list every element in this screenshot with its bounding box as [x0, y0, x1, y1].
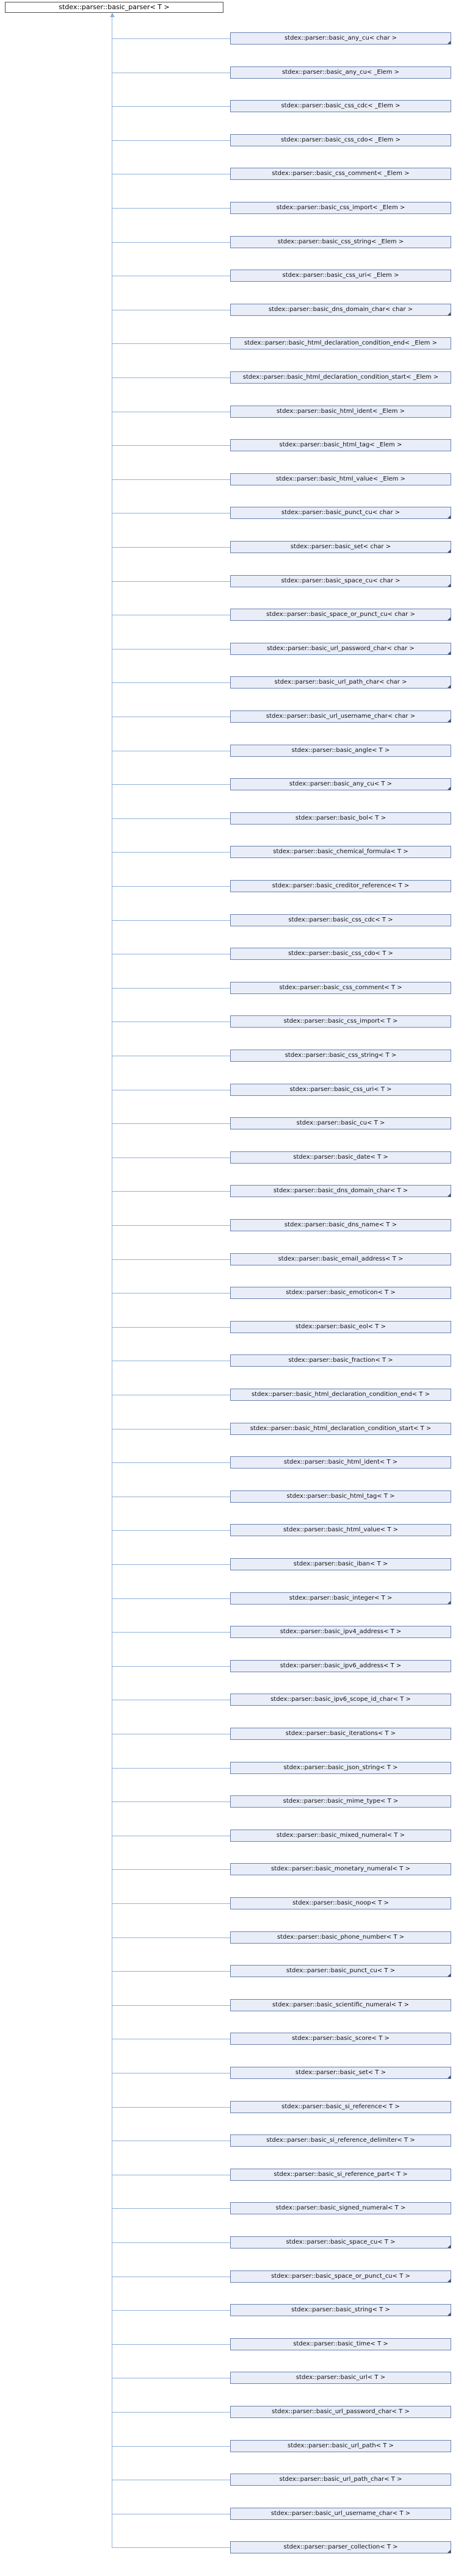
connector-branch — [112, 886, 230, 887]
root-class-node[interactable]: stdex::parser::basic_parser< T > — [5, 2, 223, 13]
connector-branch — [112, 1666, 230, 1667]
connector-branch — [112, 1801, 230, 1802]
connector-branch — [112, 852, 230, 853]
derived-class-node[interactable]: stdex::parser::basic_url< T > — [230, 2372, 451, 2384]
derived-class-node[interactable]: stdex::parser::basic_email_address< T > — [230, 1253, 451, 1265]
connector-branch — [112, 2310, 230, 2311]
connector-branch — [112, 1530, 230, 1531]
derived-class-node[interactable]: stdex::parser::basic_url_path_char< char > — [230, 676, 451, 689]
derived-class-node[interactable]: stdex::parser::basic_html_declaration_condition_end< T > — [230, 1389, 451, 1401]
has-subclasses-corner-icon — [448, 1601, 451, 1604]
derived-class-node[interactable]: stdex::parser::basic_scientific_numeral< T > — [230, 1999, 451, 2011]
derived-class-node[interactable]: stdex::parser::parser_collection< T > — [230, 2541, 451, 2553]
derived-class-node[interactable]: stdex::parser::basic_space_cu< T > — [230, 2236, 451, 2249]
connector-branch — [112, 581, 230, 582]
connector-branch — [112, 445, 230, 446]
connector-branch — [112, 1191, 230, 1192]
connector-branch — [112, 208, 230, 209]
derived-class-node[interactable]: stdex::parser::basic_html_tag< T > — [230, 1490, 451, 1503]
derived-class-node[interactable]: stdex::parser::basic_score< T > — [230, 2033, 451, 2045]
connector-branch — [112, 1598, 230, 1599]
derived-class-node[interactable]: stdex::parser::basic_html_ident< _Elem > — [230, 406, 451, 418]
derived-class-node[interactable]: stdex::parser::basic_mime_type< T > — [230, 1795, 451, 1808]
connector-branch — [112, 1225, 230, 1226]
derived-class-node[interactable]: stdex::parser::basic_url_username_char< char > — [230, 710, 451, 723]
has-subclasses-corner-icon — [448, 1193, 451, 1197]
connector-branch — [112, 1123, 230, 1124]
derived-class-node[interactable]: stdex::parser::basic_si_reference_part< T > — [230, 2169, 451, 2181]
connector-branch — [112, 1903, 230, 1904]
derived-class-node[interactable]: stdex::parser::basic_emoticon< T > — [230, 1287, 451, 1299]
derived-class-node[interactable]: stdex::parser::basic_css_string< T > — [230, 1050, 451, 1062]
connector-branch — [112, 1971, 230, 1972]
derived-class-node[interactable]: stdex::parser::basic_signed_numeral< T > — [230, 2202, 451, 2214]
derived-class-node[interactable]: stdex::parser::basic_bol< T > — [230, 812, 451, 825]
has-subclasses-corner-icon — [448, 2075, 451, 2078]
connector-branch — [112, 1462, 230, 1463]
has-subclasses-corner-icon — [448, 312, 451, 315]
connector-branch — [112, 988, 230, 989]
connector-branch — [112, 682, 230, 683]
connector-branch — [112, 2344, 230, 2345]
connector-branch — [112, 479, 230, 480]
derived-class-node[interactable]: stdex::parser::basic_html_declaration_condition_start< _Elem > — [230, 371, 451, 384]
derived-class-node[interactable]: stdex::parser::basic_css_cdo< _Elem > — [230, 134, 451, 146]
connector-branch — [112, 377, 230, 378]
derived-class-node[interactable]: stdex::parser::basic_html_ident< T > — [230, 1456, 451, 1469]
derived-class-node[interactable]: stdex::parser::basic_angle< T > — [230, 745, 451, 757]
derived-class-node[interactable]: stdex::parser::basic_iban< T > — [230, 1558, 451, 1570]
derived-class-node[interactable]: stdex::parser::basic_css_string< _Elem > — [230, 236, 451, 248]
has-subclasses-corner-icon — [448, 685, 451, 688]
derived-class-node[interactable]: stdex::parser::basic_url_password_char< T > — [230, 2406, 451, 2418]
connector-branch — [112, 38, 230, 39]
connector-branch — [112, 784, 230, 785]
derived-class-node[interactable]: stdex::parser::basic_any_cu< _Elem > — [230, 66, 451, 79]
derived-class-node[interactable]: stdex::parser::basic_url_path_char< T > — [230, 2474, 451, 2486]
derived-class-node[interactable]: stdex::parser::basic_space_or_punct_cu< char > — [230, 609, 451, 621]
connector-branch — [112, 2412, 230, 2413]
inheritance-arrow-icon — [110, 13, 115, 17]
derived-class-node[interactable]: stdex::parser::basic_punct_cu< char > — [230, 507, 451, 519]
connector-branch — [112, 2446, 230, 2447]
has-subclasses-corner-icon — [448, 2313, 451, 2316]
connector-branch — [112, 2242, 230, 2243]
derived-class-node[interactable]: stdex::parser::basic_date< T > — [230, 1151, 451, 1164]
derived-class-node[interactable]: stdex::parser::basic_any_cu< T > — [230, 778, 451, 790]
derived-class-node[interactable]: stdex::parser::basic_css_cdo< T > — [230, 948, 451, 960]
has-subclasses-corner-icon — [448, 2279, 451, 2282]
derived-class-node[interactable]: stdex::parser::basic_mixed_numeral< T > — [230, 1830, 451, 1842]
derived-class-node[interactable]: stdex::parser::basic_iterations< T > — [230, 1728, 451, 1740]
derived-class-node[interactable]: stdex::parser::basic_html_declaration_condition_end< _Elem > — [230, 337, 451, 349]
connector-branch — [112, 242, 230, 243]
has-subclasses-corner-icon — [448, 617, 451, 620]
connector-branch — [112, 547, 230, 548]
derived-class-node[interactable]: stdex::parser::basic_css_uri< _Elem > — [230, 270, 451, 282]
connector-branch — [112, 1564, 230, 1565]
derived-class-node[interactable]: stdex::parser::basic_css_import< _Elem > — [230, 202, 451, 214]
has-subclasses-corner-icon — [448, 549, 451, 553]
derived-class-node[interactable]: stdex::parser::basic_si_reference_delimiter< T > — [230, 2134, 451, 2147]
connector-branch — [112, 1768, 230, 1769]
derived-class-node[interactable]: stdex::parser::basic_noop< T > — [230, 1897, 451, 1909]
has-subclasses-corner-icon — [448, 41, 451, 44]
has-subclasses-corner-icon — [448, 584, 451, 587]
derived-class-node[interactable]: stdex::parser::basic_dns_domain_char< char > — [230, 304, 451, 316]
has-subclasses-corner-icon — [448, 719, 451, 722]
connector-branch — [112, 2107, 230, 2108]
derived-class-node[interactable]: stdex::parser::basic_phone_number< T > — [230, 1931, 451, 1944]
connector-branch — [112, 343, 230, 344]
derived-class-node[interactable]: stdex::parser::basic_css_cdc< _Elem > — [230, 100, 451, 112]
derived-class-node[interactable]: stdex::parser::basic_time< T > — [230, 2338, 451, 2350]
connector-branch — [112, 1157, 230, 1158]
derived-class-node[interactable]: stdex::parser::basic_set< char > — [230, 541, 451, 553]
derived-class-node[interactable]: stdex::parser::basic_space_cu< char > — [230, 575, 451, 587]
derived-class-node[interactable]: stdex::parser::basic_eol< T > — [230, 1321, 451, 1333]
derived-class-node[interactable]: stdex::parser::basic_css_comment< _Elem > — [230, 168, 451, 180]
connector-branch — [112, 2208, 230, 2209]
derived-class-node[interactable]: stdex::parser::basic_punct_cu< T > — [230, 1965, 451, 1977]
has-subclasses-corner-icon — [448, 515, 451, 518]
derived-class-node[interactable]: stdex::parser::basic_html_value< T > — [230, 1524, 451, 1536]
connector-branch — [112, 1937, 230, 1938]
derived-class-node[interactable]: stdex::parser::basic_fraction< T > — [230, 1354, 451, 1367]
derived-class-node[interactable]: stdex::parser::basic_dns_domain_char< T > — [230, 1185, 451, 1197]
has-subclasses-corner-icon — [448, 787, 451, 790]
derived-class-node[interactable]: stdex::parser::basic_any_cu< char > — [230, 32, 451, 45]
connector-branch — [112, 1632, 230, 1633]
derived-class-node[interactable]: stdex::parser::basic_integer< T > — [230, 1592, 451, 1605]
derived-class-node[interactable]: stdex::parser::basic_css_cdc< T > — [230, 914, 451, 926]
derived-class-node[interactable]: stdex::parser::basic_monetary_numeral< T > — [230, 1863, 451, 1875]
has-subclasses-corner-icon — [448, 651, 451, 654]
connector-branch — [112, 2005, 230, 2006]
connector-branch — [112, 1869, 230, 1870]
derived-class-node[interactable]: stdex::parser::basic_html_value< _Elem > — [230, 473, 451, 485]
derived-class-node[interactable]: stdex::parser::basic_creditor_reference< T > — [230, 880, 451, 892]
derived-class-node[interactable]: stdex::parser::basic_cu< T > — [230, 1117, 451, 1129]
connector-branch — [112, 1259, 230, 1260]
derived-class-node[interactable]: stdex::parser::basic_space_or_punct_cu< T > — [230, 2270, 451, 2283]
derived-class-node[interactable]: stdex::parser::basic_css_comment< T > — [230, 982, 451, 994]
derived-class-node[interactable]: stdex::parser::basic_ipv6_scope_id_char< T > — [230, 1694, 451, 1706]
derived-class-node[interactable]: stdex::parser::basic_url_path< T > — [230, 2440, 451, 2452]
derived-class-node[interactable]: stdex::parser::basic_css_import< T > — [230, 1015, 451, 1028]
derived-class-node[interactable]: stdex::parser::basic_si_reference< T > — [230, 2101, 451, 2113]
derived-class-node[interactable]: stdex::parser::basic_url_username_char< T > — [230, 2508, 451, 2520]
derived-class-node[interactable]: stdex::parser::basic_css_uri< T > — [230, 1084, 451, 1096]
connector-branch — [112, 1327, 230, 1328]
derived-class-node[interactable]: stdex::parser::basic_chemical_formula< T > — [230, 846, 451, 858]
connector-branch — [112, 2547, 230, 2548]
derived-class-node[interactable]: stdex::parser::basic_string< T > — [230, 2304, 451, 2316]
derived-class-node[interactable]: stdex::parser::basic_html_tag< _Elem > — [230, 439, 451, 451]
connector-branch — [112, 920, 230, 921]
has-subclasses-corner-icon — [448, 1973, 451, 1977]
has-subclasses-corner-icon — [448, 2245, 451, 2248]
derived-class-node[interactable]: stdex::parser::basic_ipv4_address< T > — [230, 1626, 451, 1638]
connector-branch — [112, 818, 230, 819]
connector-branch — [112, 1021, 230, 1022]
connector-branch — [112, 106, 230, 107]
derived-class-node[interactable]: stdex::parser::basic_html_declaration_condition_start< T > — [230, 1423, 451, 1435]
connector-branch — [112, 140, 230, 141]
derived-class-node[interactable]: stdex::parser::basic_set< T > — [230, 2067, 451, 2079]
derived-class-node[interactable]: stdex::parser::basic_url_password_char< char > — [230, 643, 451, 655]
has-subclasses-corner-icon — [448, 2550, 451, 2553]
derived-class-node[interactable]: stdex::parser::basic_dns_name< T > — [230, 1219, 451, 1231]
derived-class-node[interactable]: stdex::parser::basic_json_string< T > — [230, 1762, 451, 1774]
derived-class-node[interactable]: stdex::parser::basic_ipv6_address< T > — [230, 1660, 451, 1672]
